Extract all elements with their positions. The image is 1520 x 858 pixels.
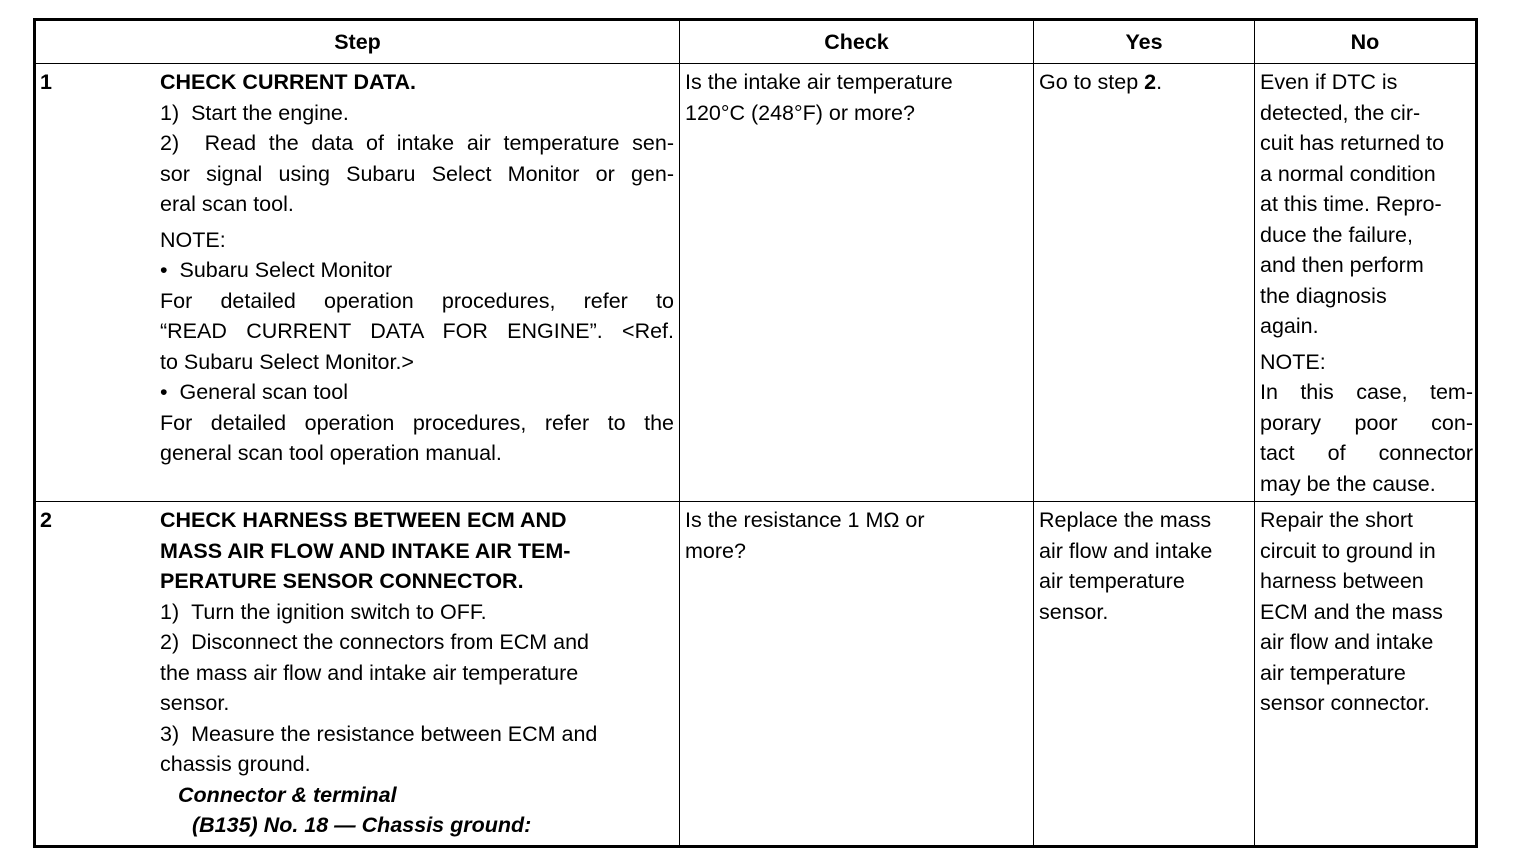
check-line: Is the resistance 1 MΩ or xyxy=(685,508,925,532)
check-cell xyxy=(680,502,1034,847)
step-line: 1) Start the engine. xyxy=(160,100,349,125)
no-note-line: tact of connector xyxy=(1260,441,1473,465)
check-line: Is the intake air temperature xyxy=(685,70,953,94)
no-line: detected, the cir- xyxy=(1260,100,1421,125)
step-body xyxy=(160,67,674,469)
bullet-item: • Subaru Select Monitor xyxy=(160,255,674,286)
step-line: eral scan tool. xyxy=(160,192,294,216)
step-title: PERATURE SENSOR CONNECTOR. xyxy=(160,569,524,593)
header-yes: Yes xyxy=(1034,20,1255,64)
step-link[interactable]: 2 xyxy=(1144,70,1157,94)
no-line: Even if DTC is xyxy=(1260,70,1398,94)
yes-line: air flow and intake xyxy=(1039,538,1213,563)
header-no: No xyxy=(1255,20,1477,64)
no-line: at this time. Repro- xyxy=(1260,192,1442,216)
step-line: 2) Read the data of intake air temperature sen- xyxy=(160,131,674,155)
yes-line: Replace the mass xyxy=(1039,508,1212,532)
step-line: 3) Measure the resistance between ECM and xyxy=(160,721,598,746)
header-step: Step xyxy=(35,20,680,64)
yes-prefix: Go to step xyxy=(1039,70,1145,94)
no-line: air flow and intake xyxy=(1260,630,1434,654)
check-line: 120°C (248°F) or more? xyxy=(685,100,915,125)
no-cell xyxy=(1255,502,1477,847)
no-line: circuit to ground in xyxy=(1260,538,1436,563)
diagnostic-table xyxy=(33,18,1478,848)
no-line: sensor connector. xyxy=(1260,691,1430,715)
step-title: MASS AIR FLOW AND INTAKE AIR TEM- xyxy=(160,538,571,563)
step-line: the mass air flow and intake air temperature xyxy=(160,660,579,685)
no-note-label: NOTE: xyxy=(1260,349,1326,374)
check-cell xyxy=(680,64,1034,502)
no-line: harness between xyxy=(1260,569,1424,593)
yes-text xyxy=(1039,67,1249,98)
note-line: For detailed operation procedures, refer to xyxy=(160,288,674,313)
yes-cell xyxy=(1034,502,1255,847)
table-row xyxy=(35,64,1477,502)
no-note-line: may be the cause. xyxy=(1260,471,1436,496)
header-row xyxy=(35,20,1477,64)
step-number: 1 xyxy=(40,70,52,94)
header-check: Check xyxy=(680,20,1034,64)
no-note-line: In this case, tem- xyxy=(1260,380,1473,404)
step-cell xyxy=(35,64,680,502)
step-number: 2 xyxy=(40,508,52,532)
step-line: 1) Turn the ignition switch to OFF. xyxy=(160,599,487,624)
connector-label: Connector & terminal xyxy=(178,782,397,807)
no-line: the diagnosis xyxy=(1260,283,1387,308)
no-line: duce the failure, xyxy=(1260,222,1413,247)
yes-line: air temperature xyxy=(1039,569,1185,593)
note-line: general scan tool operation manual. xyxy=(160,441,502,465)
step-line: 2) Disconnect the connectors from ECM and xyxy=(160,630,589,654)
no-line: air temperature xyxy=(1260,660,1406,685)
step-line: sensor. xyxy=(160,691,230,715)
yes-cell xyxy=(1034,64,1255,502)
no-line: and then perform xyxy=(1260,253,1424,277)
step-title: CHECK HARNESS BETWEEN ECM AND xyxy=(160,508,567,532)
no-line: cuit has returned to xyxy=(1260,131,1445,155)
step-body xyxy=(160,505,674,841)
no-cell xyxy=(1255,64,1477,502)
no-line: again. xyxy=(1260,314,1319,338)
step-title: CHECK CURRENT DATA. xyxy=(160,70,416,94)
check-line: more? xyxy=(685,538,746,563)
no-note-line: porary poor con- xyxy=(1260,410,1473,435)
no-line: Repair the short xyxy=(1260,508,1413,532)
yes-suffix: . xyxy=(1156,70,1163,94)
note-line: “READ CURRENT DATA FOR ENGINE”. <Ref. xyxy=(160,319,674,343)
note-line: For detailed operation procedures, refer to the xyxy=(160,410,674,435)
step-cell xyxy=(35,502,680,847)
no-line: a normal condition xyxy=(1260,161,1436,186)
note-label: NOTE: xyxy=(160,227,226,252)
bullet-item: • General scan tool xyxy=(160,377,674,408)
yes-line: sensor. xyxy=(1039,599,1109,624)
note-line: to Subaru Select Monitor.> xyxy=(160,349,414,374)
connector-value: (B135) No. 18 — Chassis ground: xyxy=(192,813,532,837)
step-line: chassis ground. xyxy=(160,752,311,776)
table-row xyxy=(35,502,1477,847)
no-line: ECM and the mass xyxy=(1260,599,1443,624)
step-line: sor signal using Subaru Select Monitor or gen- xyxy=(160,161,674,186)
